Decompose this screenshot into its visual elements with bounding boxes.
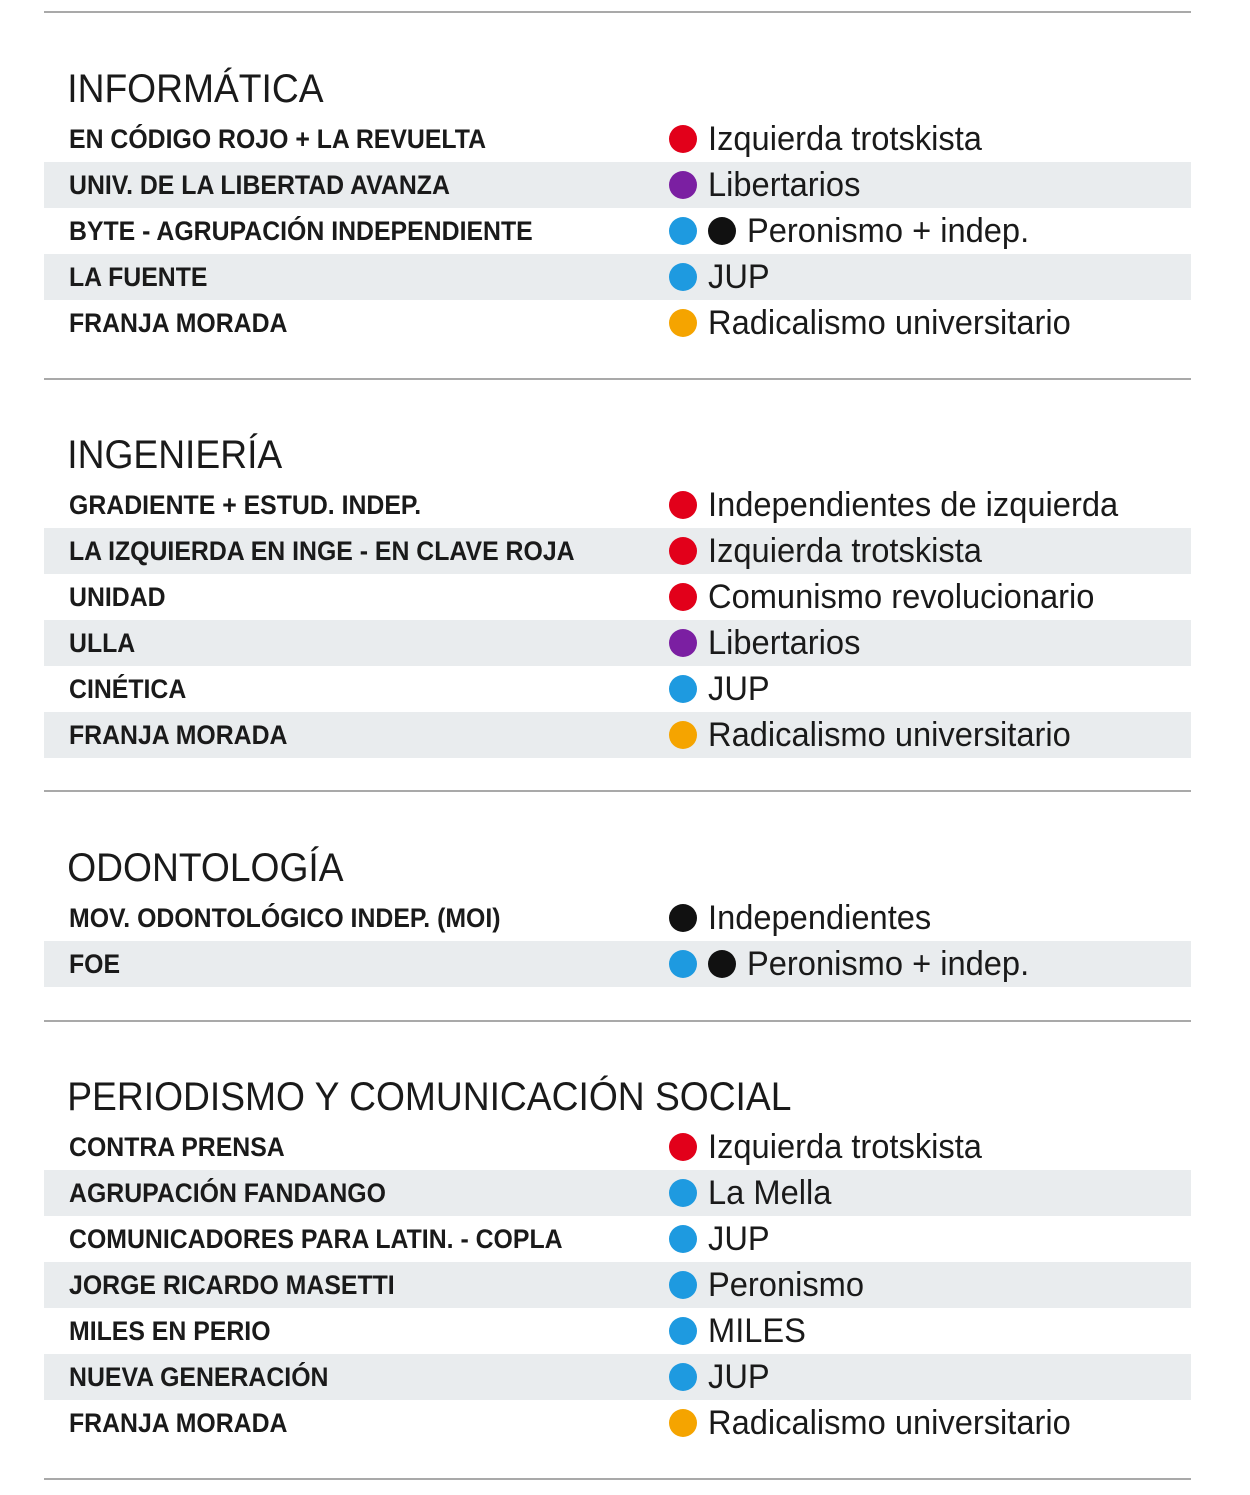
blue-dot-icon — [669, 217, 697, 245]
affiliation-label: Radicalismo universitario — [708, 304, 1071, 342]
table-row — [44, 574, 1191, 620]
table-row — [44, 1400, 1191, 1446]
table-row — [44, 1354, 1191, 1400]
affiliation-label: JUP — [708, 258, 770, 296]
red-dot-icon — [669, 1133, 697, 1161]
table-row — [44, 116, 1191, 162]
red-dot-icon — [669, 583, 697, 611]
affiliation — [669, 1400, 1086, 1446]
divider — [44, 378, 1191, 380]
affiliation-label: Independientes — [708, 899, 932, 937]
purple-dot-icon — [669, 629, 697, 657]
table-row — [44, 1170, 1191, 1216]
table-row — [44, 208, 1191, 254]
affiliation — [669, 1262, 871, 1308]
table-row — [44, 528, 1191, 574]
section-title: PERIODISMO Y COMUNICACIÓN SOCIAL — [67, 1075, 792, 1119]
org-name: UNIDAD — [69, 582, 166, 612]
affiliation-label: Izquierda trotskista — [708, 532, 982, 570]
blue-dot-icon — [669, 1179, 697, 1207]
affiliation — [669, 1308, 810, 1354]
affiliation — [669, 1354, 772, 1400]
black-dot-icon — [669, 904, 697, 932]
affiliation-label: Peronismo + indep. — [747, 212, 1030, 250]
orange-dot-icon — [669, 1409, 697, 1437]
org-name: GRADIENTE + ESTUD. INDEP. — [69, 490, 422, 520]
org-name: FRANJA MORADA — [69, 1408, 288, 1438]
org-name: BYTE - AGRUPACIÓN INDEPENDIENTE — [69, 216, 533, 246]
table-row — [44, 895, 1191, 941]
affiliation — [669, 162, 867, 208]
table-row — [44, 666, 1191, 712]
table-row — [44, 482, 1191, 528]
affiliation-label: Libertarios — [708, 624, 861, 662]
affiliation — [669, 1216, 772, 1262]
org-name: FRANJA MORADA — [69, 308, 288, 338]
section-odontologia — [44, 846, 1191, 987]
section-title: ODONTOLOGÍA — [67, 846, 344, 890]
affiliation — [669, 666, 772, 712]
affiliation-label: JUP — [708, 1358, 770, 1396]
org-name: UNIV. DE LA LIBERTAD AVANZA — [69, 170, 450, 200]
affiliation — [669, 300, 1086, 346]
affiliation — [669, 1124, 993, 1170]
affiliation — [669, 528, 993, 574]
affiliation-label: Radicalismo universitario — [708, 1404, 1071, 1442]
org-name: CINÉTICA — [69, 674, 187, 704]
affiliation-label: Independientes de izquierda — [708, 486, 1119, 524]
table-row — [44, 1216, 1191, 1262]
blue-dot-icon — [669, 1363, 697, 1391]
affiliation-label: Izquierda trotskista — [708, 120, 982, 158]
red-dot-icon — [669, 491, 697, 519]
affiliation — [669, 712, 1086, 758]
orange-dot-icon — [669, 309, 697, 337]
table-row — [44, 620, 1191, 666]
affiliation-label: La Mella — [708, 1174, 832, 1212]
blue-dot-icon — [669, 1225, 697, 1253]
org-name: CONTRA PRENSA — [69, 1132, 285, 1162]
org-name: LA FUENTE — [69, 262, 208, 292]
org-name: NUEVA GENERACIÓN — [69, 1362, 329, 1392]
affiliation-label: Peronismo + indep. — [747, 945, 1030, 983]
affiliation — [669, 116, 993, 162]
section-ingenieria — [44, 433, 1191, 758]
affiliation-label: Libertarios — [708, 166, 861, 204]
table-row — [44, 300, 1191, 346]
table-row — [44, 1262, 1191, 1308]
divider — [44, 790, 1191, 792]
orange-dot-icon — [669, 721, 697, 749]
section-informatica — [44, 67, 1191, 346]
blue-dot-icon — [669, 675, 697, 703]
affiliation-label: JUP — [708, 670, 770, 708]
red-dot-icon — [669, 537, 697, 565]
blue-dot-icon — [669, 950, 697, 978]
affiliation — [669, 1170, 837, 1216]
table-row — [44, 162, 1191, 208]
org-name: AGRUPACIÓN FANDANGO — [69, 1178, 386, 1208]
org-name: EN CÓDIGO ROJO + LA REVUELTA — [69, 124, 487, 154]
affiliation — [669, 254, 772, 300]
affiliation-label: MILES — [708, 1312, 806, 1350]
affiliation — [669, 482, 1135, 528]
table-row — [44, 712, 1191, 758]
org-name: MILES EN PERIO — [69, 1316, 271, 1346]
affiliation-label: Radicalismo universitario — [708, 716, 1071, 754]
table-row — [44, 1308, 1191, 1354]
affiliation-label: Peronismo — [708, 1266, 865, 1304]
org-name: ULLA — [69, 628, 136, 658]
table-row — [44, 254, 1191, 300]
section-title: INFORMÁTICA — [67, 67, 324, 111]
org-name: FOE — [69, 949, 121, 979]
table-row — [44, 941, 1191, 987]
affiliation-label: JUP — [708, 1220, 770, 1258]
affiliation — [669, 941, 1041, 987]
section-periodismo — [44, 1075, 1191, 1446]
blue-dot-icon — [669, 1317, 697, 1345]
affiliation — [669, 574, 1111, 620]
black-dot-icon — [708, 217, 736, 245]
affiliation — [669, 895, 941, 941]
affiliation — [669, 620, 867, 666]
divider-top — [44, 11, 1191, 13]
org-name: JORGE RICARDO MASETTI — [69, 1270, 395, 1300]
affiliation-label: Izquierda trotskista — [708, 1128, 982, 1166]
section-title: INGENIERÍA — [67, 433, 283, 477]
org-name: FRANJA MORADA — [69, 720, 288, 750]
affiliation — [669, 208, 1041, 254]
black-dot-icon — [708, 950, 736, 978]
red-dot-icon — [669, 125, 697, 153]
blue-dot-icon — [669, 1271, 697, 1299]
org-name: COMUNICADORES PARA LATIN. - COPLA — [69, 1224, 563, 1254]
divider — [44, 1020, 1191, 1022]
table-row — [44, 1124, 1191, 1170]
org-name: MOV. ODONTOLÓGICO INDEP. (MOI) — [69, 903, 501, 933]
affiliation-label: Comunismo revolucionario — [708, 578, 1095, 616]
blue-dot-icon — [669, 263, 697, 291]
purple-dot-icon — [669, 171, 697, 199]
divider-bottom — [44, 1478, 1191, 1480]
org-name: LA IZQUIERDA EN INGE - EN CLAVE ROJA — [69, 536, 575, 566]
